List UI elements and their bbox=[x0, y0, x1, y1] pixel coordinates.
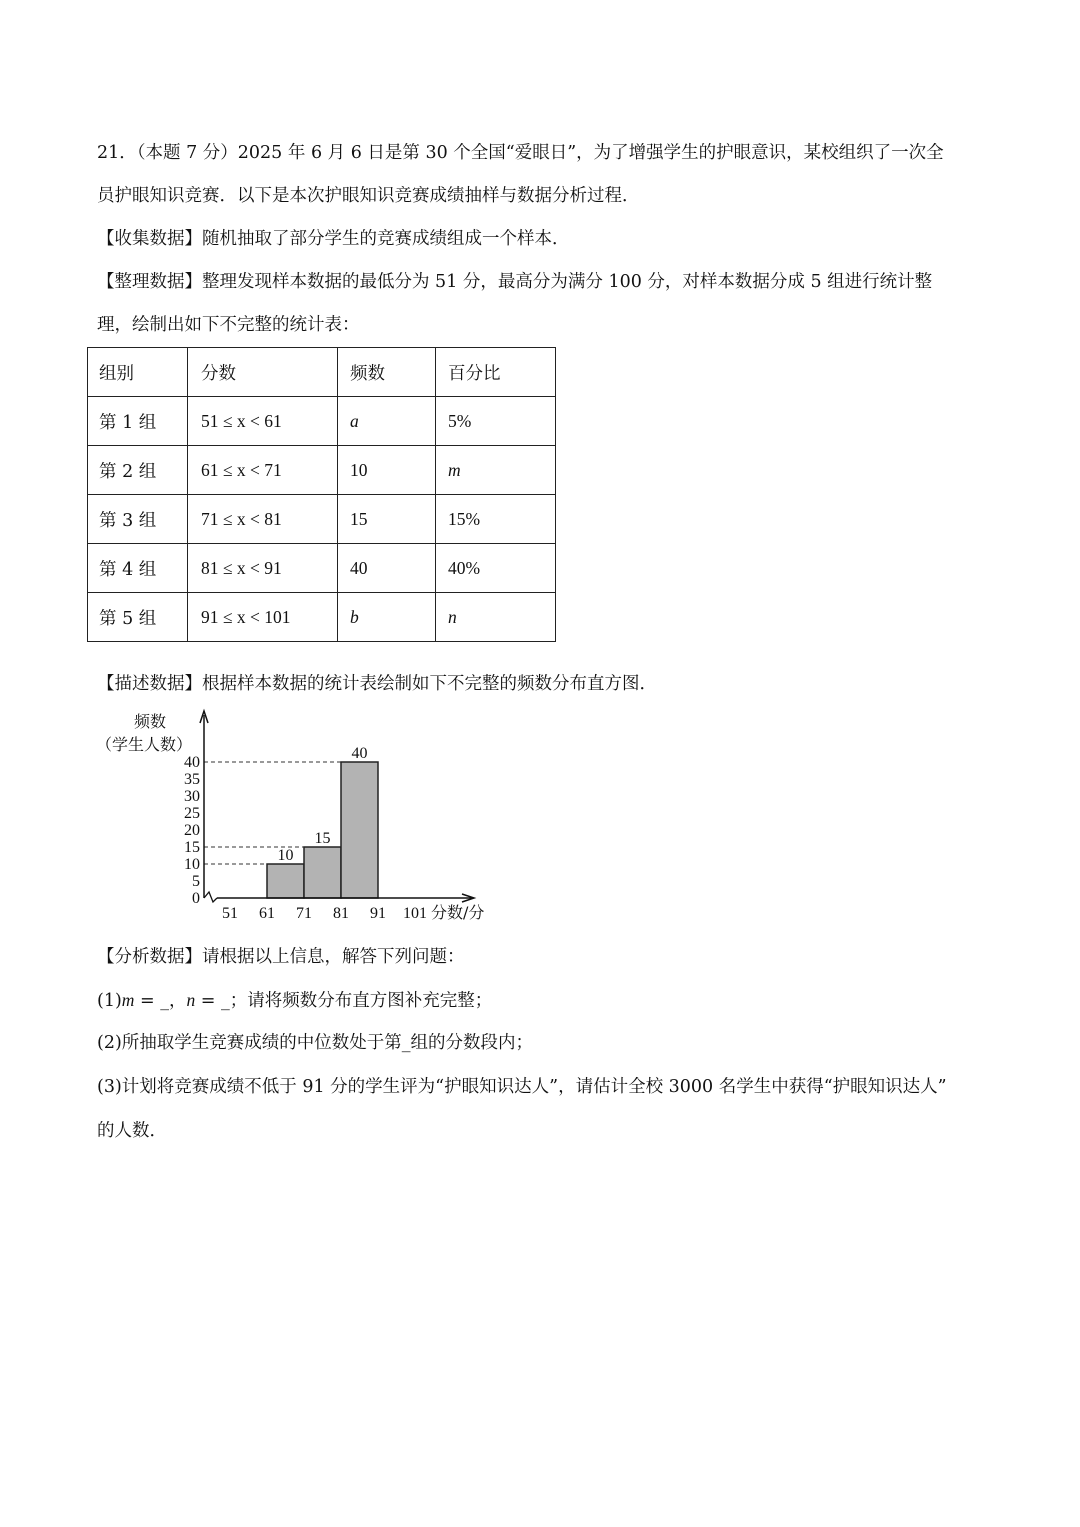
question-1 bbox=[97, 988, 492, 1013]
bar-value-label: 10 bbox=[277, 847, 294, 864]
cell-frequency: 10 bbox=[338, 446, 436, 495]
x-tick-label: 101 bbox=[403, 905, 427, 922]
table-row bbox=[88, 593, 556, 642]
cell-range: 81 ≤ x < 91 bbox=[188, 544, 338, 593]
question-2: (2)所抽取学生竞赛成绩的中位数处于第_组的分数段内； bbox=[97, 1033, 534, 1053]
cell-percentage: 5% bbox=[436, 397, 556, 446]
collect-data-text: 【收集数据】随机抽取了部分学生的竞赛成绩组成一个样本． bbox=[97, 229, 570, 249]
header-percentage: 百分比 bbox=[436, 348, 556, 397]
x-tick-label: 61 bbox=[259, 905, 275, 922]
cell-range: 71 ≤ x < 81 bbox=[188, 495, 338, 544]
y-tick-label: 10 bbox=[184, 856, 200, 873]
table-row bbox=[88, 397, 556, 446]
q1-eq1: = _， bbox=[134, 991, 187, 1011]
cell-group: 第 2 组 bbox=[88, 446, 188, 495]
y-tick-label: 35 bbox=[184, 771, 200, 788]
problem-intro-line1: 21．（本题 7 分）2025 年 6 月 6 日是第 30 个全国“爱眼日”，为了增强学生的护眼意识，某校组织了一次全 bbox=[97, 143, 944, 163]
cell-group: 第 4 组 bbox=[88, 544, 188, 593]
q1-eq2: = _；请将频数分布直方图补充完整； bbox=[195, 991, 493, 1011]
x-axis-break bbox=[204, 892, 217, 902]
problem-intro-line2: 员护眼知识竞赛．以下是本次护眼知识竞赛成绩抽样与数据分析过程． bbox=[97, 186, 640, 206]
cell-percentage: n bbox=[436, 593, 556, 642]
x-tick-label: 91 bbox=[370, 905, 386, 922]
question-3-line2: 的人数． bbox=[97, 1121, 167, 1141]
y-tick-label: 5 bbox=[192, 873, 200, 890]
y-axis-label-line2: （学生人数） bbox=[96, 735, 193, 754]
q1-var-n: n bbox=[186, 990, 196, 1010]
y-axis-label-line1: 频数 bbox=[134, 712, 167, 731]
x-tick-label: 51 bbox=[222, 905, 238, 922]
organize-data-line2: 理，绘制出如下不完整的统计表： bbox=[97, 315, 360, 335]
header-group: 组别 bbox=[88, 348, 188, 397]
table-row bbox=[88, 446, 556, 495]
cell-frequency: 40 bbox=[338, 544, 436, 593]
statistics-table bbox=[87, 347, 556, 642]
frequency-histogram bbox=[90, 705, 510, 925]
cell-frequency: 15 bbox=[338, 495, 436, 544]
cell-percentage: 15% bbox=[436, 495, 556, 544]
header-score: 分数 bbox=[188, 348, 338, 397]
histogram-bar bbox=[341, 762, 378, 898]
bar-value-label: 40 bbox=[351, 745, 368, 762]
header-frequency: 频数 bbox=[338, 348, 436, 397]
q1-prefix: (1) bbox=[97, 991, 122, 1011]
cell-range: 61 ≤ x < 71 bbox=[188, 446, 338, 495]
y-tick-label: 25 bbox=[184, 805, 200, 822]
table-header-row bbox=[88, 348, 556, 397]
cell-range: 91 ≤ x < 101 bbox=[188, 593, 338, 642]
table-row bbox=[88, 495, 556, 544]
cell-range: 51 ≤ x < 61 bbox=[188, 397, 338, 446]
table-row bbox=[88, 544, 556, 593]
histogram-bar bbox=[267, 864, 304, 898]
y-tick-label: 30 bbox=[184, 788, 200, 805]
cell-frequency: a bbox=[338, 397, 436, 446]
cell-group: 第 3 组 bbox=[88, 495, 188, 544]
y-tick-label: 15 bbox=[184, 839, 200, 856]
bar-value-label: 15 bbox=[314, 830, 331, 847]
x-tick-label: 81 bbox=[333, 905, 349, 922]
describe-data-text: 【描述数据】根据样本数据的统计表绘制如下不完整的频数分布直方图． bbox=[97, 674, 657, 694]
analyze-data-text: 【分析数据】请根据以上信息，解答下列问题： bbox=[97, 947, 465, 967]
x-tick-label: 71 bbox=[296, 905, 312, 922]
cell-group: 第 1 组 bbox=[88, 397, 188, 446]
cell-group: 第 5 组 bbox=[88, 593, 188, 642]
q1-var-m: m bbox=[121, 990, 135, 1010]
y-tick-label: 0 bbox=[192, 890, 200, 907]
x-axis-label: 分数/分 bbox=[431, 903, 485, 922]
cell-frequency: b bbox=[338, 593, 436, 642]
y-tick-label: 20 bbox=[184, 822, 200, 839]
organize-data-line1: 【整理数据】整理发现样本数据的最低分为 51 分，最高分为满分 100 分，对样本数据分成 5 组进行统计整 bbox=[97, 272, 933, 292]
y-tick-label: 40 bbox=[184, 754, 200, 771]
cell-percentage: 40% bbox=[436, 544, 556, 593]
question-3-line1: (3)计划将竞赛成绩不低于 91 分的学生评为“护眼知识达人”，请估计全校 3000 名学生中获得“护眼知识达人” bbox=[97, 1077, 947, 1097]
histogram-bar bbox=[304, 847, 341, 898]
cell-percentage: m bbox=[436, 446, 556, 495]
